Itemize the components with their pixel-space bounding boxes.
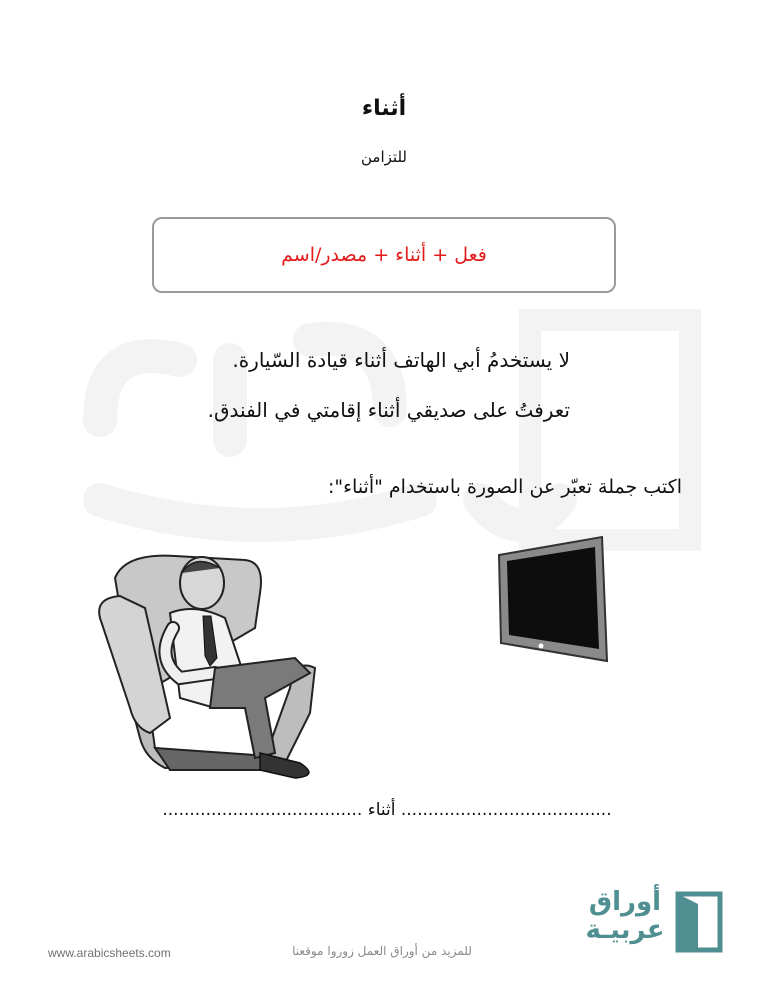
formula-text: فعل + أثناء + مصدر/اسم [281, 244, 487, 266]
logo-text [578, 888, 672, 944]
example-sentence-1: لا يستخدمُ أبي الهاتف أثناء قيادة السّيارة. [232, 348, 570, 372]
footer-website-text[interactable]: www.arabicsheets.com [48, 946, 171, 960]
flat-tv-illustration [497, 535, 609, 663]
page-title: أثناء [361, 96, 407, 121]
formula-box [152, 217, 616, 293]
footer-more-text: للمزيد من أوراق العمل زوروا موقعنا [292, 944, 472, 958]
armchair-man-illustration [95, 548, 325, 783]
examples-list [150, 335, 570, 435]
logo-line-2: عربيـة [585, 915, 665, 945]
task-instruction: اكتب جملة تعبّر عن الصورة باستخدام "أثناء": [327, 476, 682, 498]
answer-line[interactable]: ....................................... أثناء ..................................... [162, 800, 612, 820]
example-sentence-2: تعرفتُ على صديقي أثناء إقامتي في الفندق. [207, 398, 570, 422]
footer-website[interactable] [48, 946, 171, 960]
page-subtitle: للتزامن [361, 148, 407, 166]
logo-line-1: أوراق [588, 887, 662, 917]
book-logo-icon [674, 890, 724, 954]
